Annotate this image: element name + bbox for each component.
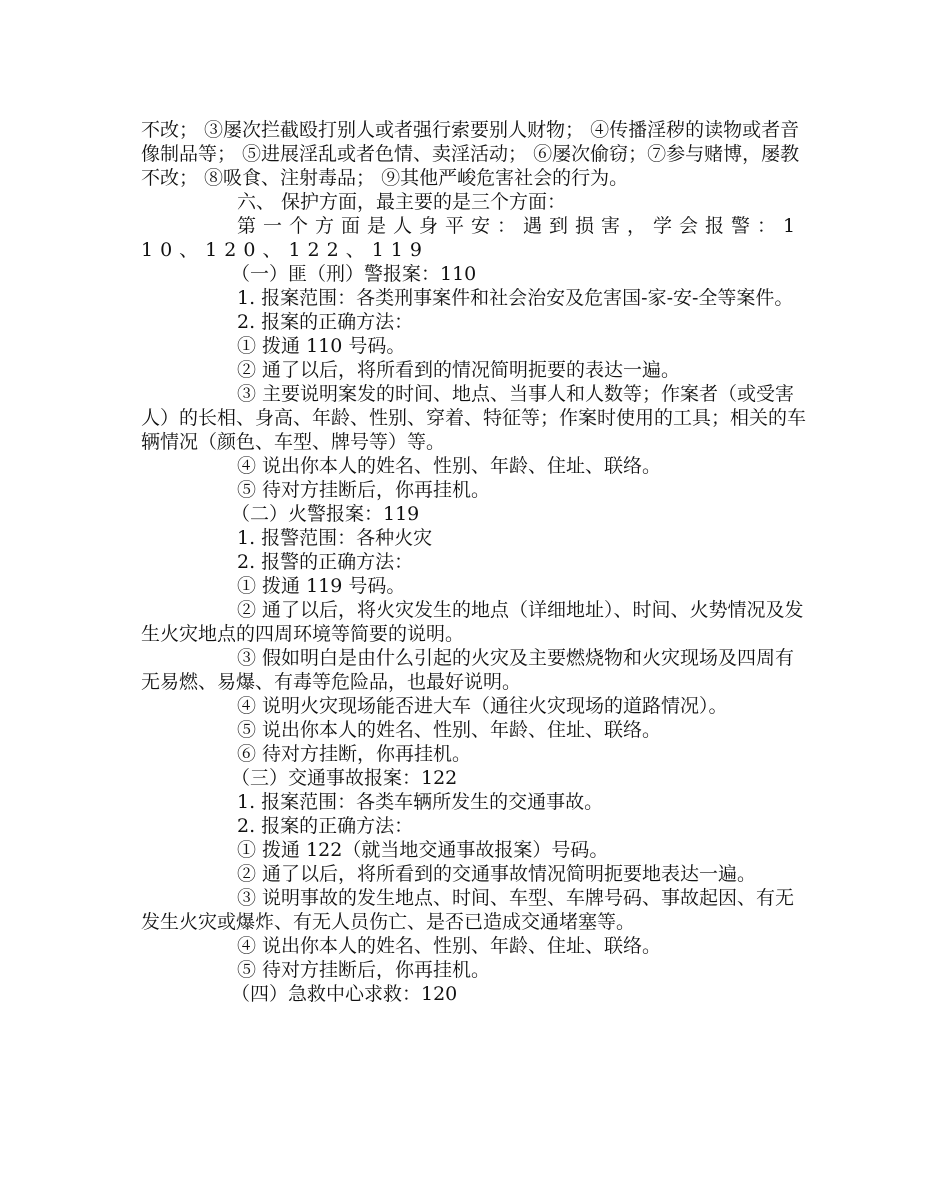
document-body bbox=[141, 118, 811, 1006]
list-item: ② 通了以后，将火灾发生的地点（详细地址）、时间、火势情况及发生火灾地点的四周环境等简要的说明。 bbox=[141, 599, 804, 645]
list-item: ② 通了以后，将所看到的情况简明扼要的表达一遍。 bbox=[237, 359, 681, 381]
list-item: 2. 报案的正确方法： bbox=[237, 311, 414, 333]
list-item: ③ 说明事故的发生地点、时间、车型、车牌号码、事故起因、有无发生火灾或爆炸、有无人员伤亡、是否已造成交通堵塞等。 bbox=[141, 887, 795, 933]
list-item: ⑤ 待对方挂断后，你再挂机。 bbox=[237, 479, 491, 501]
list-item: ④ 说明火灾现场能否进大车（通往火灾现场的道路情况）。 bbox=[237, 695, 728, 717]
list-item: ① 拨通 110 号码。 bbox=[237, 335, 406, 357]
paragraph-prohibited-behaviors: 不改； ③屡次拦截殴打别人或者强行索要别人财物； ④传播淫秽的读物或者音像制品等； ⑤进展淫乱或者色情、卖淫活动； ⑥屡次偷窃；⑦参与赌博，屡教不改； ⑧吸食、注射毒品； ⑨其他严峻危害社会的行为。 bbox=[141, 119, 800, 189]
list-item: 2. 报案的正确方法： bbox=[237, 815, 414, 837]
list-item: ⑤ 待对方挂断后，你再挂机。 bbox=[237, 959, 491, 981]
list-item: ① 拨通 119 号码。 bbox=[237, 575, 406, 597]
list-item: ④ 说出你本人的姓名、性别、年龄、住址、联络。 bbox=[237, 935, 662, 957]
list-item: ④ 说出你本人的姓名、性别、年龄、住址、联络。 bbox=[237, 455, 662, 477]
list-item: ⑥ 待对方挂断，你再挂机。 bbox=[237, 743, 472, 765]
list-item: 1. 报警范围：各种火灾 bbox=[237, 527, 433, 549]
section-heading-protection: 六、 保护方面，最主要的是三个方面： bbox=[237, 191, 567, 213]
list-item: 1. 报案范围：各类刑事案件和社会治安及危害国-家-安-全等案件。 bbox=[237, 287, 794, 309]
list-item: ① 拨通 122（就当地交通事故报案）号码。 bbox=[237, 839, 609, 861]
subheading-police-110: （一）匪（刑）警报案：110 bbox=[231, 263, 477, 285]
list-item: ② 通了以后，将所看到的交通事故情况简明扼要地表达一遍。 bbox=[237, 863, 757, 885]
list-item: ③ 主要说明案发的时间、地点、当事人和人数等；作案者（或受害人）的长相、身高、年龄、性别、穿着、特征等；作案时使用的工具；相关的车辆情况（颜色、车型、牌号等）等。 bbox=[141, 383, 807, 453]
list-item: ⑤ 说出你本人的姓名、性别、年龄、住址、联络。 bbox=[237, 719, 662, 741]
list-item: 1. 报案范围：各类车辆所发生的交通事故。 bbox=[237, 791, 604, 813]
list-item: ③ 假如明白是由什么引起的火灾及主要燃烧物和火灾现场及四周有无易燃、易爆、有毒等危险品，也最好说明。 bbox=[141, 647, 795, 693]
subheading-fire-119: （二）火警报案：119 bbox=[231, 503, 420, 525]
paragraph-personal-safety: 第一个方面是人身平安：遇到损害，学会报警：110、120、122、119 bbox=[141, 215, 803, 261]
subheading-emergency-120: （四）急救中心求救：120 bbox=[231, 983, 458, 1005]
list-item: 2. 报警的正确方法： bbox=[237, 551, 414, 573]
subheading-traffic-122: （三）交通事故报案：122 bbox=[231, 767, 458, 789]
